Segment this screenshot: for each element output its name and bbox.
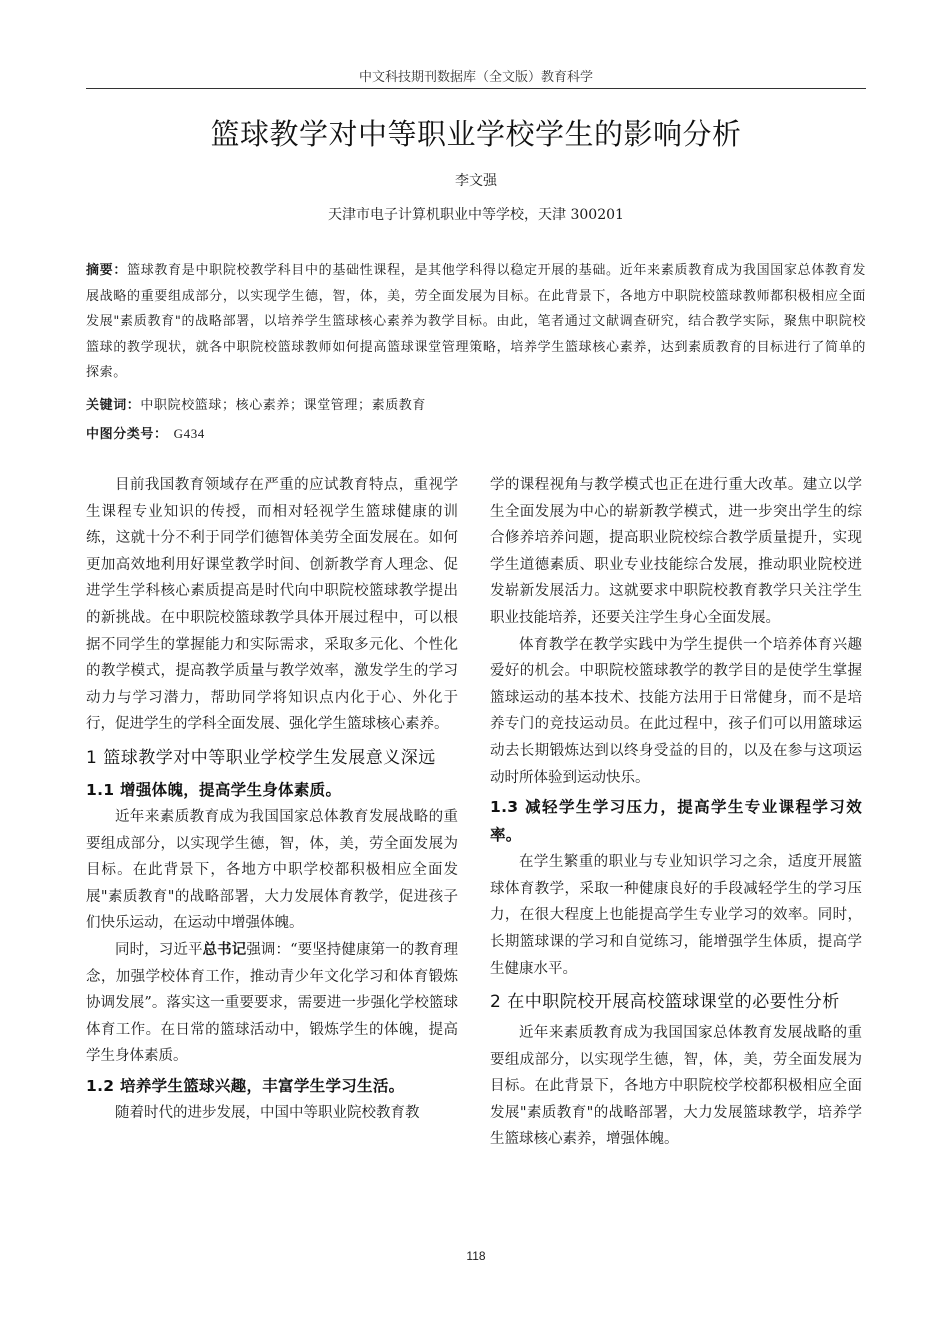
paragraph-text: 强调：“要坚持健康第一的教育理念，加强学校体育工作，推动青少年文化学习和体育锻炼协调发展”。落实这一重要要求，需要进一步强化学校篮球体育工作。在日常的篮球活动中，锻炼学生的体魄，提高学生身体素质。 [86, 941, 459, 1065]
classification-label: 中图分类号： [86, 427, 168, 442]
subsection-heading-1-2: 1.2 培养学生篮球兴趣，丰富学生学习生活。 [86, 1076, 405, 1095]
paragraph-text: 同时，习近平 [115, 941, 203, 958]
right-column [490, 472, 862, 1153]
section-heading-2: 2 在中职院校开展高校篮球课堂的必要性分析 [490, 992, 840, 1013]
body-paragraph: 目前我国教育领域存在严重的应试教育特点，重视学生课程专业知识的传授，而相对轻视学生篮球健康的训练，这就十分不利于同学们德智体美劳全面发展在。如何更加高效地利用好课堂教学时间、创新教学育人理念、促进学生学科核心素质提高是时代向中职院校篮球教学提出的新挑战。在中职院校篮球教学具体开展过程中，可以根据不同学生的掌握能力和实际需求，采取多元化、个性化的教学模式，提高教学质量与教学效率，激发学生的学习动力与学习潜力，帮助同学将知识点内化于心、外化于行，促进学生的学科全面发展、强化学生篮球核心素养。 [86, 477, 458, 733]
body-paragraph: 学的课程视角与教学模式也正在进行重大改革。建立以学生全面发展为中心的崭新教学模式，进一步突出学生的综合修养培养问题，提高职业院校综合教学质量提升，实现学生道德素质、职业专业技能综合发展，推动职业院校迸发崭新发展活力。这就要求中职院校教育教学只关注学生职业技能培养，还要关注学生身心全面发展。 [490, 477, 862, 626]
body-paragraph: 在学生繁重的职业与专业知识学习之余，适度开展篮球体育教学，采取一种健康良好的手段减轻学生的学习压力，在很大程度上也能提高学生专业学习的效率。同时，长期篮球课的学习和自觉练习，能增强学生体质，提高学生健康水平。 [490, 854, 862, 977]
abstract-label: 摘要： [86, 263, 128, 278]
section-heading-1: 1 篮球教学对中等职业学校学生发展意义深远 [86, 747, 436, 768]
article-affiliation: 天津市电子计算机职业中等学校，天津 300201 [328, 207, 624, 223]
keywords-text: 中职院校篮球；核心素养；课堂管理；素质教育 [140, 398, 427, 413]
abstract-text: 篮球教育是中职院校教学科目中的基础性课程，是其他学科得以稳定开展的基础。近年来素质教育成为我国国家总体教育发展战略的重要组成部分，以实现学生德，智，体，美，劳全面发展为目标。在此背景下，各地方中职院校篮球教师都积极相应全面发展"素质教育"的战略部署，以培养学生篮球核心素养为教学目标。由此，笔者通过文献调查研究，结合教学实际，聚焦中职院校篮球的教学现状，就各中职院校篮球教师如何提高篮球课堂管理策略，培养学生篮球核心素养，达到素质教育的目标进行了简单的探索。 [86, 263, 866, 381]
keywords [86, 394, 866, 413]
page-number: 118 [466, 1249, 486, 1263]
classification-code: G434 [173, 426, 205, 441]
body-paragraph: 随着时代的进步发展，中国中等职业院校教育教 [115, 1104, 420, 1121]
journal-header: 中文科技期刊数据库（全文版）教育科学 [358, 70, 593, 85]
keywords-label: 关键词： [86, 398, 141, 413]
subsection-heading-1-1: 1.1 增强体魄，提高学生身体素质。 [86, 780, 342, 799]
article-title: 篮球教学对中等职业学校学生的影响分析 [210, 117, 742, 151]
header-rule [86, 88, 866, 89]
article-author: 李文强 [455, 173, 497, 189]
body-paragraph: 近年来素质教育成为我国国家总体教育发展战略的重要组成部分，以实现学生德，智，体，美，劳全面发展为目标。在此背景下，各地方中职院校学校都积极相应全面发展"素质教育"的战略部署，大力发展篮球教学，培养学生篮球核心素养，增强体魄。 [490, 1025, 862, 1148]
body-paragraph [86, 937, 458, 1070]
classification [86, 423, 866, 442]
body-paragraph: 近年来素质教育成为我国国家总体教育发展战略的重要组成部分，以实现学生德，智，体，美，劳全面发展为目标。在此背景下，各地方中职学校都积极相应全面发展"素质教育"的战略部署，大力发展体育教学，促进孩子们快乐运动，在运动中增强体魄。 [86, 808, 458, 932]
left-column [86, 472, 458, 1126]
abstract [86, 258, 866, 386]
subsection-heading-1-3: 1.3 减轻学生学习压力，提高学生专业课程学习效率。 [490, 798, 862, 845]
emphasized-text: 总书记 [202, 941, 247, 958]
body-paragraph: 体育教学在教学实践中为学生提供一个培养体育兴趣爱好的机会。中职院校篮球教学的教学目的是使学生掌握篮球运动的基本技术、技能方法用于日常健身，而不是培养专门的竞技运动员。在此过程中，孩子们可以用篮球运动去长期锻炼达到以终身受益的目的，以及在参与这项运动时所体验到运动快乐。 [490, 636, 862, 786]
